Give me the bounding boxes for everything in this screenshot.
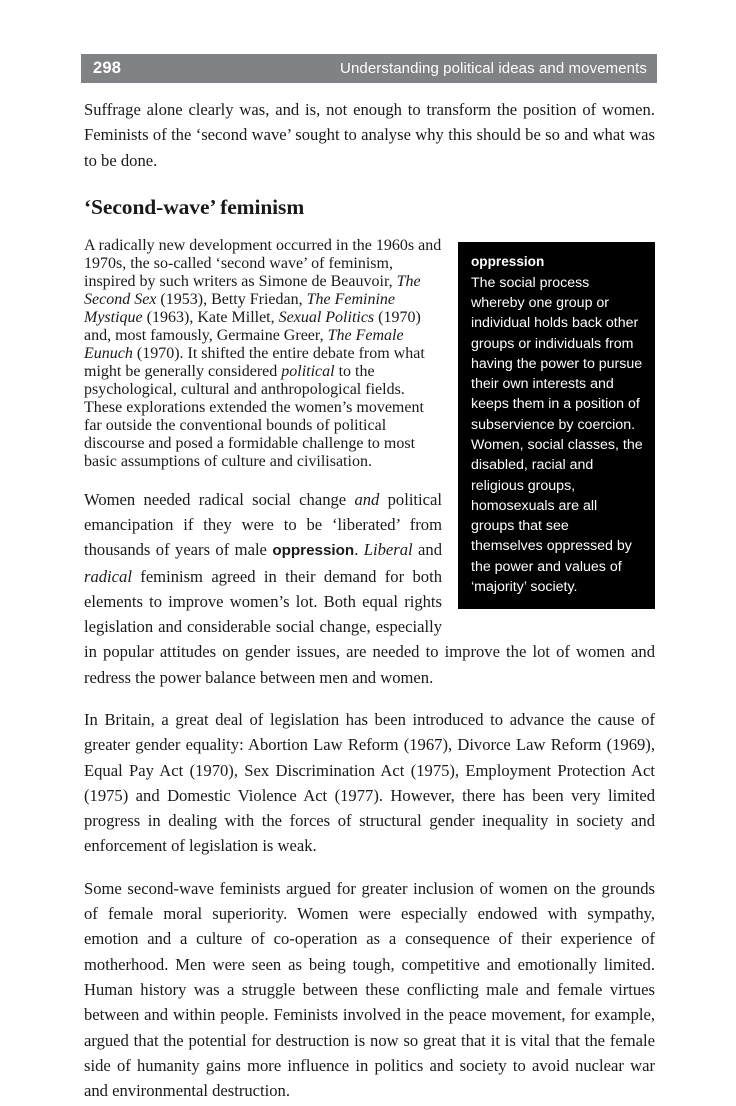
section-heading: ‘Second-wave’ feminism [84, 194, 305, 219]
emphasis-political: political [281, 362, 335, 380]
text-run: (1963), Kate Millet, [142, 308, 279, 326]
text-run: political emancipation if they were to be ‘liberated’ from thousands of years of male [84, 489, 442, 560]
definition-term: oppression [471, 253, 545, 269]
running-header [81, 54, 657, 83]
book-title-the-feminine-mystique: The Feminine Mystique [84, 290, 396, 326]
book-title-the-female-eunuch: The Female Eunuch [84, 326, 404, 362]
running-title: Understanding political ideas and movements [340, 60, 647, 77]
book-title-sexual-politics: Sexual Politics [278, 308, 375, 326]
text-run: (1970). It shifted the entire debate from what might be generally considered [84, 344, 425, 380]
text-run: and [412, 540, 442, 560]
emphasis-liberal: Liberal [363, 540, 413, 560]
text-run: (1953), Betty Friedan, [156, 290, 307, 308]
text-run: (1970) and, most famously, Germaine Greer, [84, 308, 421, 344]
text-run: . [354, 540, 364, 560]
emphasis-radical: radical [84, 566, 132, 586]
book-title-the-second-sex: The Second Sex [84, 272, 421, 308]
emphasis-and: and [354, 489, 380, 509]
page-content [84, 97, 655, 1103]
definition-body: The social process whereby one group or individual holds back other groups or individuals from having the power to pursue their own interests and keeps them in a position of subservience by coercion. Women, social classes, the disabled, racial and religious groups, homosexuals are all groups that see themselves oppressed by the power and values of ‘majority’ society. [471, 274, 643, 596]
definition-box-oppression [458, 242, 655, 610]
text-run: A radically new development occurred in the 1960s and 1970s, the so-called ‘second wave’ of feminism, inspired by such writers as Simone de Beauvoir, [84, 236, 442, 290]
intro-paragraph: Suffrage alone clearly was, and is, not enough to transform the position of women. Feminists of the ‘second wave’ sought to analyse why this should be so and what was to be done. [84, 100, 655, 170]
paragraph-moral-superiority: Some second-wave feminists argued for greater inclusion of women on the grounds of female moral superiority. Women were especially endowed with sympathy, emotion and a culture of co-operation as a consequence of their experience of motherhood. Men were seen as being tough, competitive and emotionally limited. Human history was a struggle between these conflicting male and female virtues between and within people. Feminists involved in the peace movement, for example, argued that the potential for destruction is now so great that it is vital that the female side of humanity gains more influence in politics and society to avoid nuclear war and environmental destruction. [84, 878, 655, 1101]
paragraph-britain-legislation: In Britain, a great deal of legislation has been introduced to advance the cause of greater gender equality: Abortion Law Reform (1967), Divorce Law Reform (1969), Equal Pay Act (1970), Sex Discrimination Act (1975), Employment Protection Act (1975) and Domestic Violence Act (1977). However, there has been very limited progress in dealing with the forces of structural gender inequality in society and enforcement of legislation is weak. [84, 709, 655, 856]
text-run: to the psychological, cultural and anthropological fields. These explorations extended the women’s movement far outside the conventional bounds of political discourse and posed a formidable challenge to most basic assumptions of culture and civilisation. [84, 362, 424, 470]
text-run: Women needed radical social change [84, 489, 355, 509]
key-term-oppression: oppression [272, 542, 355, 560]
page-number: 298 [93, 59, 122, 78]
text-run: feminism agreed in their demand for both elements to improve women’s lot. Both equal rights legislation and considerable social change, especially in popular attitudes on gender issues, are needed to improve the lot of women and redress the power balance between men and women. [84, 566, 655, 687]
